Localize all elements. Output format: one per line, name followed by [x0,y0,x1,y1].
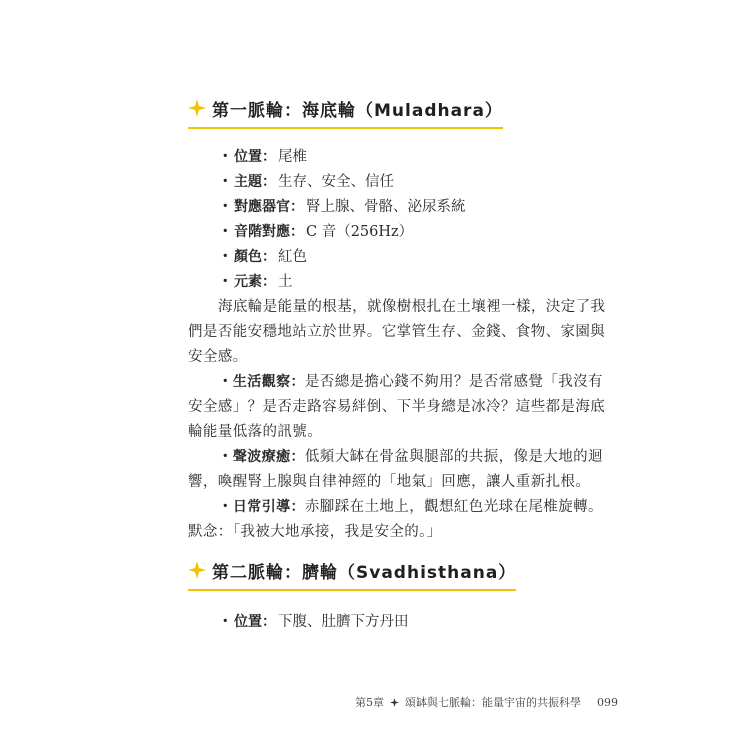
paragraph-line: 海底輪是能量的根基，就像樹根扎在土壤裡一樣，決定了我 [218,299,606,315]
guidance-text: 赤腳踩在土地上，觀想紅色光球在尾椎旋轉。 [304,499,603,515]
footer-title: 頌缽與七脈輪：能量宇宙的共振科學 [405,696,581,709]
page-footer [355,694,618,710]
bullet-value: 腎上腺、骨骼、泌尿系統 [306,199,466,215]
observation-line: ・生活觀察：是否總是擔心錢不夠用？是否常感覺「我沒有 [218,373,603,390]
four-point-star-icon [390,698,399,707]
list-item: ・ 顏色： 紅色 [218,245,307,266]
list-item: ・ 元素： 土 [218,270,293,291]
bullet-label: 對應器官： [234,199,304,215]
page-number: 099 [597,695,618,709]
section-heading-text: 第二脈輪：臍輪（Svadhisthana） [212,562,517,583]
bullet-label: 主題： [234,174,276,190]
bullet-label: 音階對應： [234,224,304,240]
observation-text: 是否總是擔心錢不夠用？是否常感覺「我沒有 [304,374,603,390]
paragraph-line: 們是否能安穩地站立於世界。它掌管生存、金錢、食物、家園與 [188,324,606,340]
bullet-label: 顏色： [234,249,276,265]
paragraph-line: 安全感」？是否走路容易絆倒、下半身總是冰冷？這些都是海底 [188,399,606,415]
four-point-star-icon [188,561,206,579]
guidance-label: 日常引導： [232,499,305,515]
footer-chapter: 第5章 [355,696,384,709]
healing-label: 聲波療癒： [232,449,305,465]
bullet-label: 位置： [234,149,276,165]
list-item: ・ 位置： 尾椎 [218,145,307,166]
bullet-value: 尾椎 [278,149,307,165]
section-heading-muladhara [188,93,503,129]
list-item: ・ 主題： 生存、安全、信任 [218,170,394,191]
bullet-value: 生存、安全、信任 [278,174,394,190]
paragraph-line: 安全感。 [188,349,248,365]
four-point-star-icon [188,99,206,117]
healing-text: 低頻大缽在骨盆與腿部的共振，像是大地的迴 [304,449,603,465]
section-heading-svadhisthana [188,555,516,591]
bullet-value: 土 [278,274,293,290]
bullet-value: 紅色 [278,249,307,265]
paragraph-line: 默念：「我被大地承接，我是安全的。」 [188,524,442,540]
observation-label: 生活觀察： [232,374,305,390]
guidance-line: ・日常引導：赤腳踩在土地上，觀想紅色光球在尾椎旋轉。 [218,498,603,515]
list-item: ・ 對應器官： 腎上腺、骨骼、泌尿系統 [218,195,466,216]
paragraph-line: 響，喚醒腎上腺與自律神經的「地氣」回應，讓人重新扎根。 [188,474,591,490]
bullet-value: 下腹、肚臍下方丹田 [278,614,409,630]
list-item: ・ 位置： 下腹、肚臍下方丹田 [218,610,409,631]
bullet-label: 元素： [234,274,276,290]
healing-line: ・聲波療癒：低頻大缽在骨盆與腿部的共振，像是大地的迴 [218,448,603,465]
bullet-value: C 音（256Hz） [306,224,414,240]
section-heading-text: 第一脈輪：海底輪（Muladhara） [212,100,503,121]
list-item: ・ 音階對應： C 音（256Hz） [218,220,413,241]
paragraph-line: 輪能量低落的訊號。 [188,424,323,440]
bullet-label: 位置： [234,614,276,630]
